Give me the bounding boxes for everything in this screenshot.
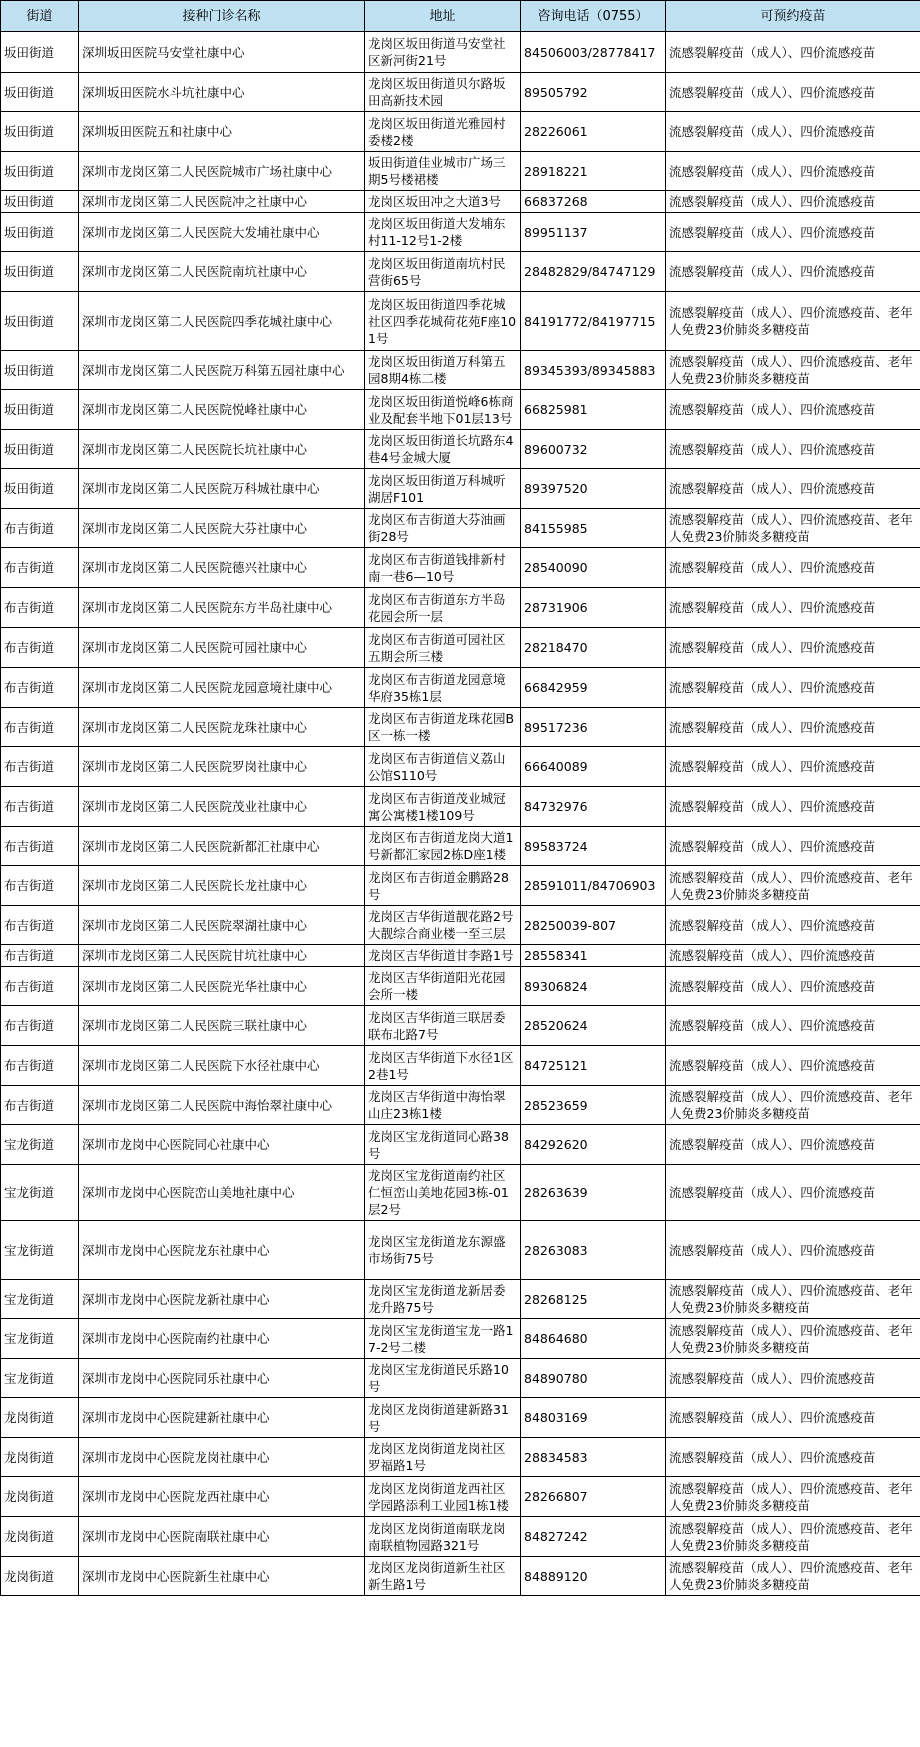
- table-row: [1, 1438, 920, 1477]
- vaccines-cell: 流感裂解疫苗（成人）、四价流感疫苗: [666, 708, 920, 747]
- clinic-name-cell: 深圳市龙岗区第二人民医院中海怡翠社康中心: [79, 1086, 365, 1125]
- clinic-name-cell: 深圳市龙岗中心医院南约社康中心: [79, 1319, 365, 1359]
- vaccines-cell: 流感裂解疫苗（成人）、四价流感疫苗: [666, 1359, 920, 1398]
- table-row: [1, 1359, 920, 1398]
- table-row: [1, 1319, 920, 1359]
- street-cell: 布吉街道: [1, 827, 79, 866]
- street-cell: 布吉街道: [1, 945, 79, 967]
- address-cell: 龙岗区布吉街道可园社区五期会所三楼: [365, 628, 521, 668]
- vaccines-cell: 流感裂解疫苗（成人）、四价流感疫苗: [666, 32, 920, 73]
- vaccines-cell: 流感裂解疫苗（成人）、四价流感疫苗、老年人免费23价肺炎多糖疫苗: [666, 1557, 920, 1596]
- vaccines-cell: 流感裂解疫苗（成人）、四价流感疫苗: [666, 1165, 920, 1221]
- vaccines-cell: 流感裂解疫苗（成人）、四价流感疫苗、老年人免费23价肺炎多糖疫苗: [666, 1280, 920, 1319]
- address-cell: 龙岗区布吉街道东方半岛花园会所一层: [365, 588, 521, 628]
- phone-cell: 89517236: [521, 708, 666, 747]
- street-cell: 坂田街道: [1, 390, 79, 430]
- address-cell: 龙岗区龙岗街道龙岗社区罗福路1号: [365, 1438, 521, 1477]
- phone-cell: 28263639: [521, 1165, 666, 1221]
- vaccines-cell: 流感裂解疫苗（成人）、四价流感疫苗: [666, 152, 920, 191]
- clinic-name-cell: 深圳市龙岗区第二人民医院光华社康中心: [79, 967, 365, 1006]
- phone-cell: 28266807: [521, 1477, 666, 1517]
- table-row: [1, 827, 920, 866]
- street-cell: 坂田街道: [1, 469, 79, 509]
- vaccines-cell: 流感裂解疫苗（成人）、四价流感疫苗: [666, 747, 920, 787]
- address-cell: 龙岗区吉华街道阳光花园会所一楼: [365, 967, 521, 1006]
- vaccines-cell: 流感裂解疫苗（成人）、四价流感疫苗: [666, 967, 920, 1006]
- street-cell: 坂田街道: [1, 292, 79, 351]
- clinic-name-cell: 深圳市龙岗区第二人民医院德兴社康中心: [79, 548, 365, 588]
- vaccines-cell: 流感裂解疫苗（成人）、四价流感疫苗: [666, 827, 920, 866]
- vaccines-cell: 流感裂解疫苗（成人）、四价流感疫苗: [666, 252, 920, 292]
- vaccines-cell: 流感裂解疫苗（成人）、四价流感疫苗: [666, 390, 920, 430]
- address-cell: 坂田街道佳业城市广场三期5号楼裙楼: [365, 152, 521, 191]
- vaccines-cell: 流感裂解疫苗（成人）、四价流感疫苗、老年人免费23价肺炎多糖疫苗: [666, 292, 920, 351]
- vaccines-cell: 流感裂解疫苗（成人）、四价流感疫苗: [666, 1438, 920, 1477]
- phone-cell: 28218470: [521, 628, 666, 668]
- table-row: [1, 1517, 920, 1557]
- address-cell: 龙岗区宝龙街道龙新居委龙升路75号: [365, 1280, 521, 1319]
- clinic-name-cell: 深圳市龙岗区第二人民医院新都汇社康中心: [79, 827, 365, 866]
- clinic-name-cell: 深圳市龙岗区第二人民医院甘坑社康中心: [79, 945, 365, 967]
- table-row: [1, 430, 920, 469]
- phone-cell: 28482829/84747129: [521, 252, 666, 292]
- table-row: [1, 906, 920, 945]
- table-row: [1, 152, 920, 191]
- street-cell: 坂田街道: [1, 213, 79, 252]
- header-address: 地址: [365, 1, 521, 32]
- address-cell: 龙岗区宝龙街道同心路38号: [365, 1125, 521, 1165]
- table-row: [1, 708, 920, 747]
- phone-cell: 84890780: [521, 1359, 666, 1398]
- table-row: [1, 469, 920, 509]
- table-row: [1, 747, 920, 787]
- clinic-name-cell: 深圳市龙岗区第二人民医院万科城社康中心: [79, 469, 365, 509]
- table-row: [1, 967, 920, 1006]
- address-cell: 龙岗区坂田街道悦峰6栋商业及配套半地下01层13号: [365, 390, 521, 430]
- table-row: [1, 1398, 920, 1438]
- street-cell: 布吉街道: [1, 967, 79, 1006]
- table-row: [1, 548, 920, 588]
- clinic-name-cell: 深圳市龙岗区第二人民医院南坑社康中心: [79, 252, 365, 292]
- street-cell: 布吉街道: [1, 588, 79, 628]
- street-cell: 坂田街道: [1, 112, 79, 152]
- street-cell: 宝龙街道: [1, 1165, 79, 1221]
- clinic-name-cell: 深圳坂田医院五和社康中心: [79, 112, 365, 152]
- phone-cell: 28268125: [521, 1280, 666, 1319]
- clinic-name-cell: 深圳市龙岗区第二人民医院下水径社康中心: [79, 1046, 365, 1086]
- clinic-name-cell: 深圳市龙岗区第二人民医院大芬社康中心: [79, 509, 365, 548]
- clinic-name-cell: 深圳市龙岗区第二人民医院三联社康中心: [79, 1006, 365, 1046]
- address-cell: 龙岗区坂田街道大发埔东村11-12号1-2楼: [365, 213, 521, 252]
- address-cell: 龙岗区吉华街道甘李路1号: [365, 945, 521, 967]
- clinic-name-cell: 深圳市龙岗中心医院峦山美地社康中心: [79, 1165, 365, 1221]
- clinic-name-cell: 深圳市龙岗中心医院龙西社康中心: [79, 1477, 365, 1517]
- street-cell: 布吉街道: [1, 708, 79, 747]
- street-cell: 龙岗街道: [1, 1517, 79, 1557]
- phone-cell: 84732976: [521, 787, 666, 827]
- street-cell: 宝龙街道: [1, 1280, 79, 1319]
- phone-cell: 28558341: [521, 945, 666, 967]
- vaccines-cell: 流感裂解疫苗（成人）、四价流感疫苗: [666, 1125, 920, 1165]
- address-cell: 龙岗区坂田街道长坑路东4巷4号金城大厦: [365, 430, 521, 469]
- clinic-name-cell: 深圳市龙岗中心医院龙东社康中心: [79, 1221, 365, 1280]
- table-row: [1, 351, 920, 390]
- clinic-name-cell: 深圳市龙岗区第二人民医院长坑社康中心: [79, 430, 365, 469]
- street-cell: 坂田街道: [1, 191, 79, 213]
- clinic-name-cell: 深圳市龙岗区第二人民医院龙珠社康中心: [79, 708, 365, 747]
- vaccines-cell: 流感裂解疫苗（成人）、四价流感疫苗: [666, 430, 920, 469]
- address-cell: 龙岗区坂田街道南坑村民营街65号: [365, 252, 521, 292]
- phone-cell: 66837268: [521, 191, 666, 213]
- street-cell: 坂田街道: [1, 73, 79, 112]
- phone-cell: 28250039-807: [521, 906, 666, 945]
- table-row: [1, 628, 920, 668]
- phone-cell: 89345393/89345883: [521, 351, 666, 390]
- phone-cell: 28591011/84706903: [521, 866, 666, 906]
- address-cell: 龙岗区布吉街道大芬油画街28号: [365, 509, 521, 548]
- phone-cell: 84725121: [521, 1046, 666, 1086]
- phone-cell: 89505792: [521, 73, 666, 112]
- phone-cell: 66842959: [521, 668, 666, 708]
- vaccines-cell: 流感裂解疫苗（成人）、四价流感疫苗、老年人免费23价肺炎多糖疫苗: [666, 1477, 920, 1517]
- street-cell: 宝龙街道: [1, 1319, 79, 1359]
- address-cell: 龙岗区坂田街道马安堂社区新河街21号: [365, 32, 521, 73]
- address-cell: 龙岗区布吉街道龙岗大道1号新都汇家园2栋D座1楼: [365, 827, 521, 866]
- table-row: [1, 1006, 920, 1046]
- street-cell: 布吉街道: [1, 1086, 79, 1125]
- vaccines-cell: 流感裂解疫苗（成人）、四价流感疫苗: [666, 588, 920, 628]
- clinic-name-cell: 深圳市龙岗区第二人民医院茂业社康中心: [79, 787, 365, 827]
- table-row: [1, 191, 920, 213]
- header-vaccines: 可预约疫苗: [666, 1, 920, 32]
- table-row: [1, 945, 920, 967]
- street-cell: 布吉街道: [1, 509, 79, 548]
- address-cell: 龙岗区布吉街道龙园意境华府35栋1层: [365, 668, 521, 708]
- clinic-name-cell: 深圳市龙岗区第二人民医院东方半岛社康中心: [79, 588, 365, 628]
- street-cell: 宝龙街道: [1, 1125, 79, 1165]
- street-cell: 布吉街道: [1, 747, 79, 787]
- address-cell: 龙岗区吉华街道下水径1区2巷1号: [365, 1046, 521, 1086]
- clinic-name-cell: 深圳市龙岗中心医院同乐社康中心: [79, 1359, 365, 1398]
- phone-cell: 84889120: [521, 1557, 666, 1596]
- phone-cell: 84191772/84197715: [521, 292, 666, 351]
- vaccines-cell: 流感裂解疫苗（成人）、四价流感疫苗、老年人免费23价肺炎多糖疫苗: [666, 866, 920, 906]
- phone-cell: 28834583: [521, 1438, 666, 1477]
- phone-cell: 28918221: [521, 152, 666, 191]
- vaccines-cell: 流感裂解疫苗（成人）、四价流感疫苗、老年人免费23价肺炎多糖疫苗: [666, 1517, 920, 1557]
- clinic-name-cell: 深圳市龙岗区第二人民医院可园社康中心: [79, 628, 365, 668]
- vaccines-cell: 流感裂解疫苗（成人）、四价流感疫苗: [666, 1046, 920, 1086]
- vaccines-cell: 流感裂解疫苗（成人）、四价流感疫苗: [666, 1221, 920, 1280]
- phone-cell: 89583724: [521, 827, 666, 866]
- street-cell: 龙岗街道: [1, 1477, 79, 1517]
- table-row: [1, 252, 920, 292]
- street-cell: 宝龙街道: [1, 1359, 79, 1398]
- address-cell: 龙岗区宝龙街道民乐路10号: [365, 1359, 521, 1398]
- header-row: [1, 1, 920, 32]
- table-row: [1, 213, 920, 252]
- phone-cell: 89951137: [521, 213, 666, 252]
- phone-cell: 28263083: [521, 1221, 666, 1280]
- phone-cell: 28540090: [521, 548, 666, 588]
- address-cell: 龙岗区龙岗街道南联龙岗南联植物园路321号: [365, 1517, 521, 1557]
- clinic-name-cell: 深圳坂田医院水斗坑社康中心: [79, 73, 365, 112]
- clinic-name-cell: 深圳市龙岗区第二人民医院龙园意境社康中心: [79, 668, 365, 708]
- table-row: [1, 32, 920, 73]
- clinic-name-cell: 深圳市龙岗区第二人民医院翠湖社康中心: [79, 906, 365, 945]
- vaccines-cell: 流感裂解疫苗（成人）、四价流感疫苗、老年人免费23价肺炎多糖疫苗: [666, 1086, 920, 1125]
- phone-cell: 84292620: [521, 1125, 666, 1165]
- table-row: [1, 866, 920, 906]
- table-header: [1, 1, 920, 32]
- vaccines-cell: 流感裂解疫苗（成人）、四价流感疫苗、老年人免费23价肺炎多糖疫苗: [666, 351, 920, 390]
- address-cell: 龙岗区龙岗街道建新路31号: [365, 1398, 521, 1438]
- table-row: [1, 1165, 920, 1221]
- clinic-name-cell: 深圳市龙岗区第二人民医院罗岗社康中心: [79, 747, 365, 787]
- street-cell: 布吉街道: [1, 787, 79, 827]
- clinic-name-cell: 深圳市龙岗区第二人民医院冲之社康中心: [79, 191, 365, 213]
- table-row: [1, 1221, 920, 1280]
- vaccines-cell: 流感裂解疫苗（成人）、四价流感疫苗: [666, 73, 920, 112]
- phone-cell: 28520624: [521, 1006, 666, 1046]
- phone-cell: 28523659: [521, 1086, 666, 1125]
- clinic-name-cell: 深圳市龙岗中心医院建新社康中心: [79, 1398, 365, 1438]
- vaccines-cell: 流感裂解疫苗（成人）、四价流感疫苗: [666, 469, 920, 509]
- clinic-name-cell: 深圳市龙岗区第二人民医院万科第五园社康中心: [79, 351, 365, 390]
- clinic-name-cell: 深圳市龙岗区第二人民医院悦峰社康中心: [79, 390, 365, 430]
- table-row: [1, 509, 920, 548]
- address-cell: 龙岗区坂田街道万科城听湖居F101: [365, 469, 521, 509]
- address-cell: 龙岗区坂田街道贝尔路坂田高新技术园: [365, 73, 521, 112]
- address-cell: 龙岗区龙岗街道龙西社区学园路添利工业园1栋1楼: [365, 1477, 521, 1517]
- address-cell: 龙岗区坂田街道万科第五园8期4栋二楼: [365, 351, 521, 390]
- address-cell: 龙岗区坂田街道光雅园村委楼2楼: [365, 112, 521, 152]
- address-cell: 龙岗区布吉街道龙珠花园B区一栋一楼: [365, 708, 521, 747]
- phone-cell: 84506003/28778417: [521, 32, 666, 73]
- address-cell: 龙岗区吉华街道靓花路2号大靓综合商业楼一至三层: [365, 906, 521, 945]
- phone-cell: 89306824: [521, 967, 666, 1006]
- address-cell: 龙岗区坂田冲之大道3号: [365, 191, 521, 213]
- header-street: 街道: [1, 1, 79, 32]
- vaccines-cell: 流感裂解疫苗（成人）、四价流感疫苗: [666, 112, 920, 152]
- phone-cell: 89397520: [521, 469, 666, 509]
- table-row: [1, 787, 920, 827]
- clinic-name-cell: 深圳市龙岗中心医院南联社康中心: [79, 1517, 365, 1557]
- clinic-name-cell: 深圳市龙岗中心医院同心社康中心: [79, 1125, 365, 1165]
- vaccines-cell: 流感裂解疫苗（成人）、四价流感疫苗: [666, 213, 920, 252]
- phone-cell: 84864680: [521, 1319, 666, 1359]
- address-cell: 龙岗区吉华街道中海怡翠山庄23栋1楼: [365, 1086, 521, 1125]
- table-row: [1, 1280, 920, 1319]
- vaccines-cell: 流感裂解疫苗（成人）、四价流感疫苗: [666, 668, 920, 708]
- table-row: [1, 1477, 920, 1517]
- table-row: [1, 588, 920, 628]
- street-cell: 坂田街道: [1, 351, 79, 390]
- street-cell: 布吉街道: [1, 1006, 79, 1046]
- clinic-name-cell: 深圳市龙岗区第二人民医院长龙社康中心: [79, 866, 365, 906]
- vaccines-cell: 流感裂解疫苗（成人）、四价流感疫苗: [666, 945, 920, 967]
- street-cell: 坂田街道: [1, 152, 79, 191]
- address-cell: 龙岗区布吉街道金鹏路28号: [365, 866, 521, 906]
- street-cell: 龙岗街道: [1, 1398, 79, 1438]
- address-cell: 龙岗区宝龙街道南约社区仁恒峦山美地花园3栋-01层2号: [365, 1165, 521, 1221]
- street-cell: 坂田街道: [1, 252, 79, 292]
- header-clinic-name: 接种门诊名称: [79, 1, 365, 32]
- phone-cell: 84803169: [521, 1398, 666, 1438]
- phone-cell: 66825981: [521, 390, 666, 430]
- address-cell: 龙岗区吉华街道三联居委联布北路7号: [365, 1006, 521, 1046]
- vaccines-cell: 流感裂解疫苗（成人）、四价流感疫苗: [666, 548, 920, 588]
- vaccines-cell: 流感裂解疫苗（成人）、四价流感疫苗: [666, 191, 920, 213]
- street-cell: 布吉街道: [1, 548, 79, 588]
- phone-cell: 28731906: [521, 588, 666, 628]
- phone-cell: 66640089: [521, 747, 666, 787]
- table-row: [1, 292, 920, 351]
- phone-cell: 84827242: [521, 1517, 666, 1557]
- vaccines-cell: 流感裂解疫苗（成人）、四价流感疫苗、老年人免费23价肺炎多糖疫苗: [666, 1319, 920, 1359]
- vaccines-cell: 流感裂解疫苗（成人）、四价流感疫苗: [666, 1006, 920, 1046]
- street-cell: 布吉街道: [1, 1046, 79, 1086]
- table-row: [1, 1125, 920, 1165]
- phone-cell: 84155985: [521, 509, 666, 548]
- vaccines-cell: 流感裂解疫苗（成人）、四价流感疫苗、老年人免费23价肺炎多糖疫苗: [666, 509, 920, 548]
- table-row: [1, 1557, 920, 1596]
- street-cell: 坂田街道: [1, 430, 79, 469]
- address-cell: 龙岗区宝龙街道宝龙一路17-2号二楼: [365, 1319, 521, 1359]
- clinic-name-cell: 深圳市龙岗中心医院龙岗社康中心: [79, 1438, 365, 1477]
- table-body: [1, 32, 920, 1596]
- table-row: [1, 668, 920, 708]
- table-row: [1, 1086, 920, 1125]
- vaccines-cell: 流感裂解疫苗（成人）、四价流感疫苗: [666, 1398, 920, 1438]
- street-cell: 龙岗街道: [1, 1557, 79, 1596]
- street-cell: 布吉街道: [1, 628, 79, 668]
- address-cell: 龙岗区龙岗街道新生社区新生路1号: [365, 1557, 521, 1596]
- street-cell: 坂田街道: [1, 32, 79, 73]
- address-cell: 龙岗区坂田街道四季花城社区四季花城荷花苑F座101号: [365, 292, 521, 351]
- clinic-name-cell: 深圳坂田医院马安堂社康中心: [79, 32, 365, 73]
- address-cell: 龙岗区布吉街道信义荔山公馆S110号: [365, 747, 521, 787]
- street-cell: 布吉街道: [1, 906, 79, 945]
- address-cell: 龙岗区布吉街道钱排新村南一巷6—10号: [365, 548, 521, 588]
- street-cell: 布吉街道: [1, 866, 79, 906]
- table-row: [1, 112, 920, 152]
- clinic-name-cell: 深圳市龙岗区第二人民医院四季花城社康中心: [79, 292, 365, 351]
- clinic-name-cell: 深圳市龙岗区第二人民医院城市广场社康中心: [79, 152, 365, 191]
- address-cell: 龙岗区布吉街道茂业城冠寓公寓楼1楼109号: [365, 787, 521, 827]
- phone-cell: 89600732: [521, 430, 666, 469]
- vaccines-cell: 流感裂解疫苗（成人）、四价流感疫苗: [666, 787, 920, 827]
- table-row: [1, 73, 920, 112]
- table-row: [1, 390, 920, 430]
- table-row: [1, 1046, 920, 1086]
- clinic-name-cell: 深圳市龙岗中心医院新生社康中心: [79, 1557, 365, 1596]
- street-cell: 宝龙街道: [1, 1221, 79, 1280]
- vaccines-cell: 流感裂解疫苗（成人）、四价流感疫苗: [666, 906, 920, 945]
- street-cell: 龙岗街道: [1, 1438, 79, 1477]
- clinic-name-cell: 深圳市龙岗中心医院龙新社康中心: [79, 1280, 365, 1319]
- phone-cell: 28226061: [521, 112, 666, 152]
- clinic-name-cell: 深圳市龙岗区第二人民医院大发埔社康中心: [79, 213, 365, 252]
- street-cell: 布吉街道: [1, 668, 79, 708]
- address-cell: 龙岗区宝龙街道龙东源盛市场街75号: [365, 1221, 521, 1280]
- vaccines-cell: 流感裂解疫苗（成人）、四价流感疫苗: [666, 628, 920, 668]
- header-phone: 咨询电话（0755）: [521, 1, 666, 32]
